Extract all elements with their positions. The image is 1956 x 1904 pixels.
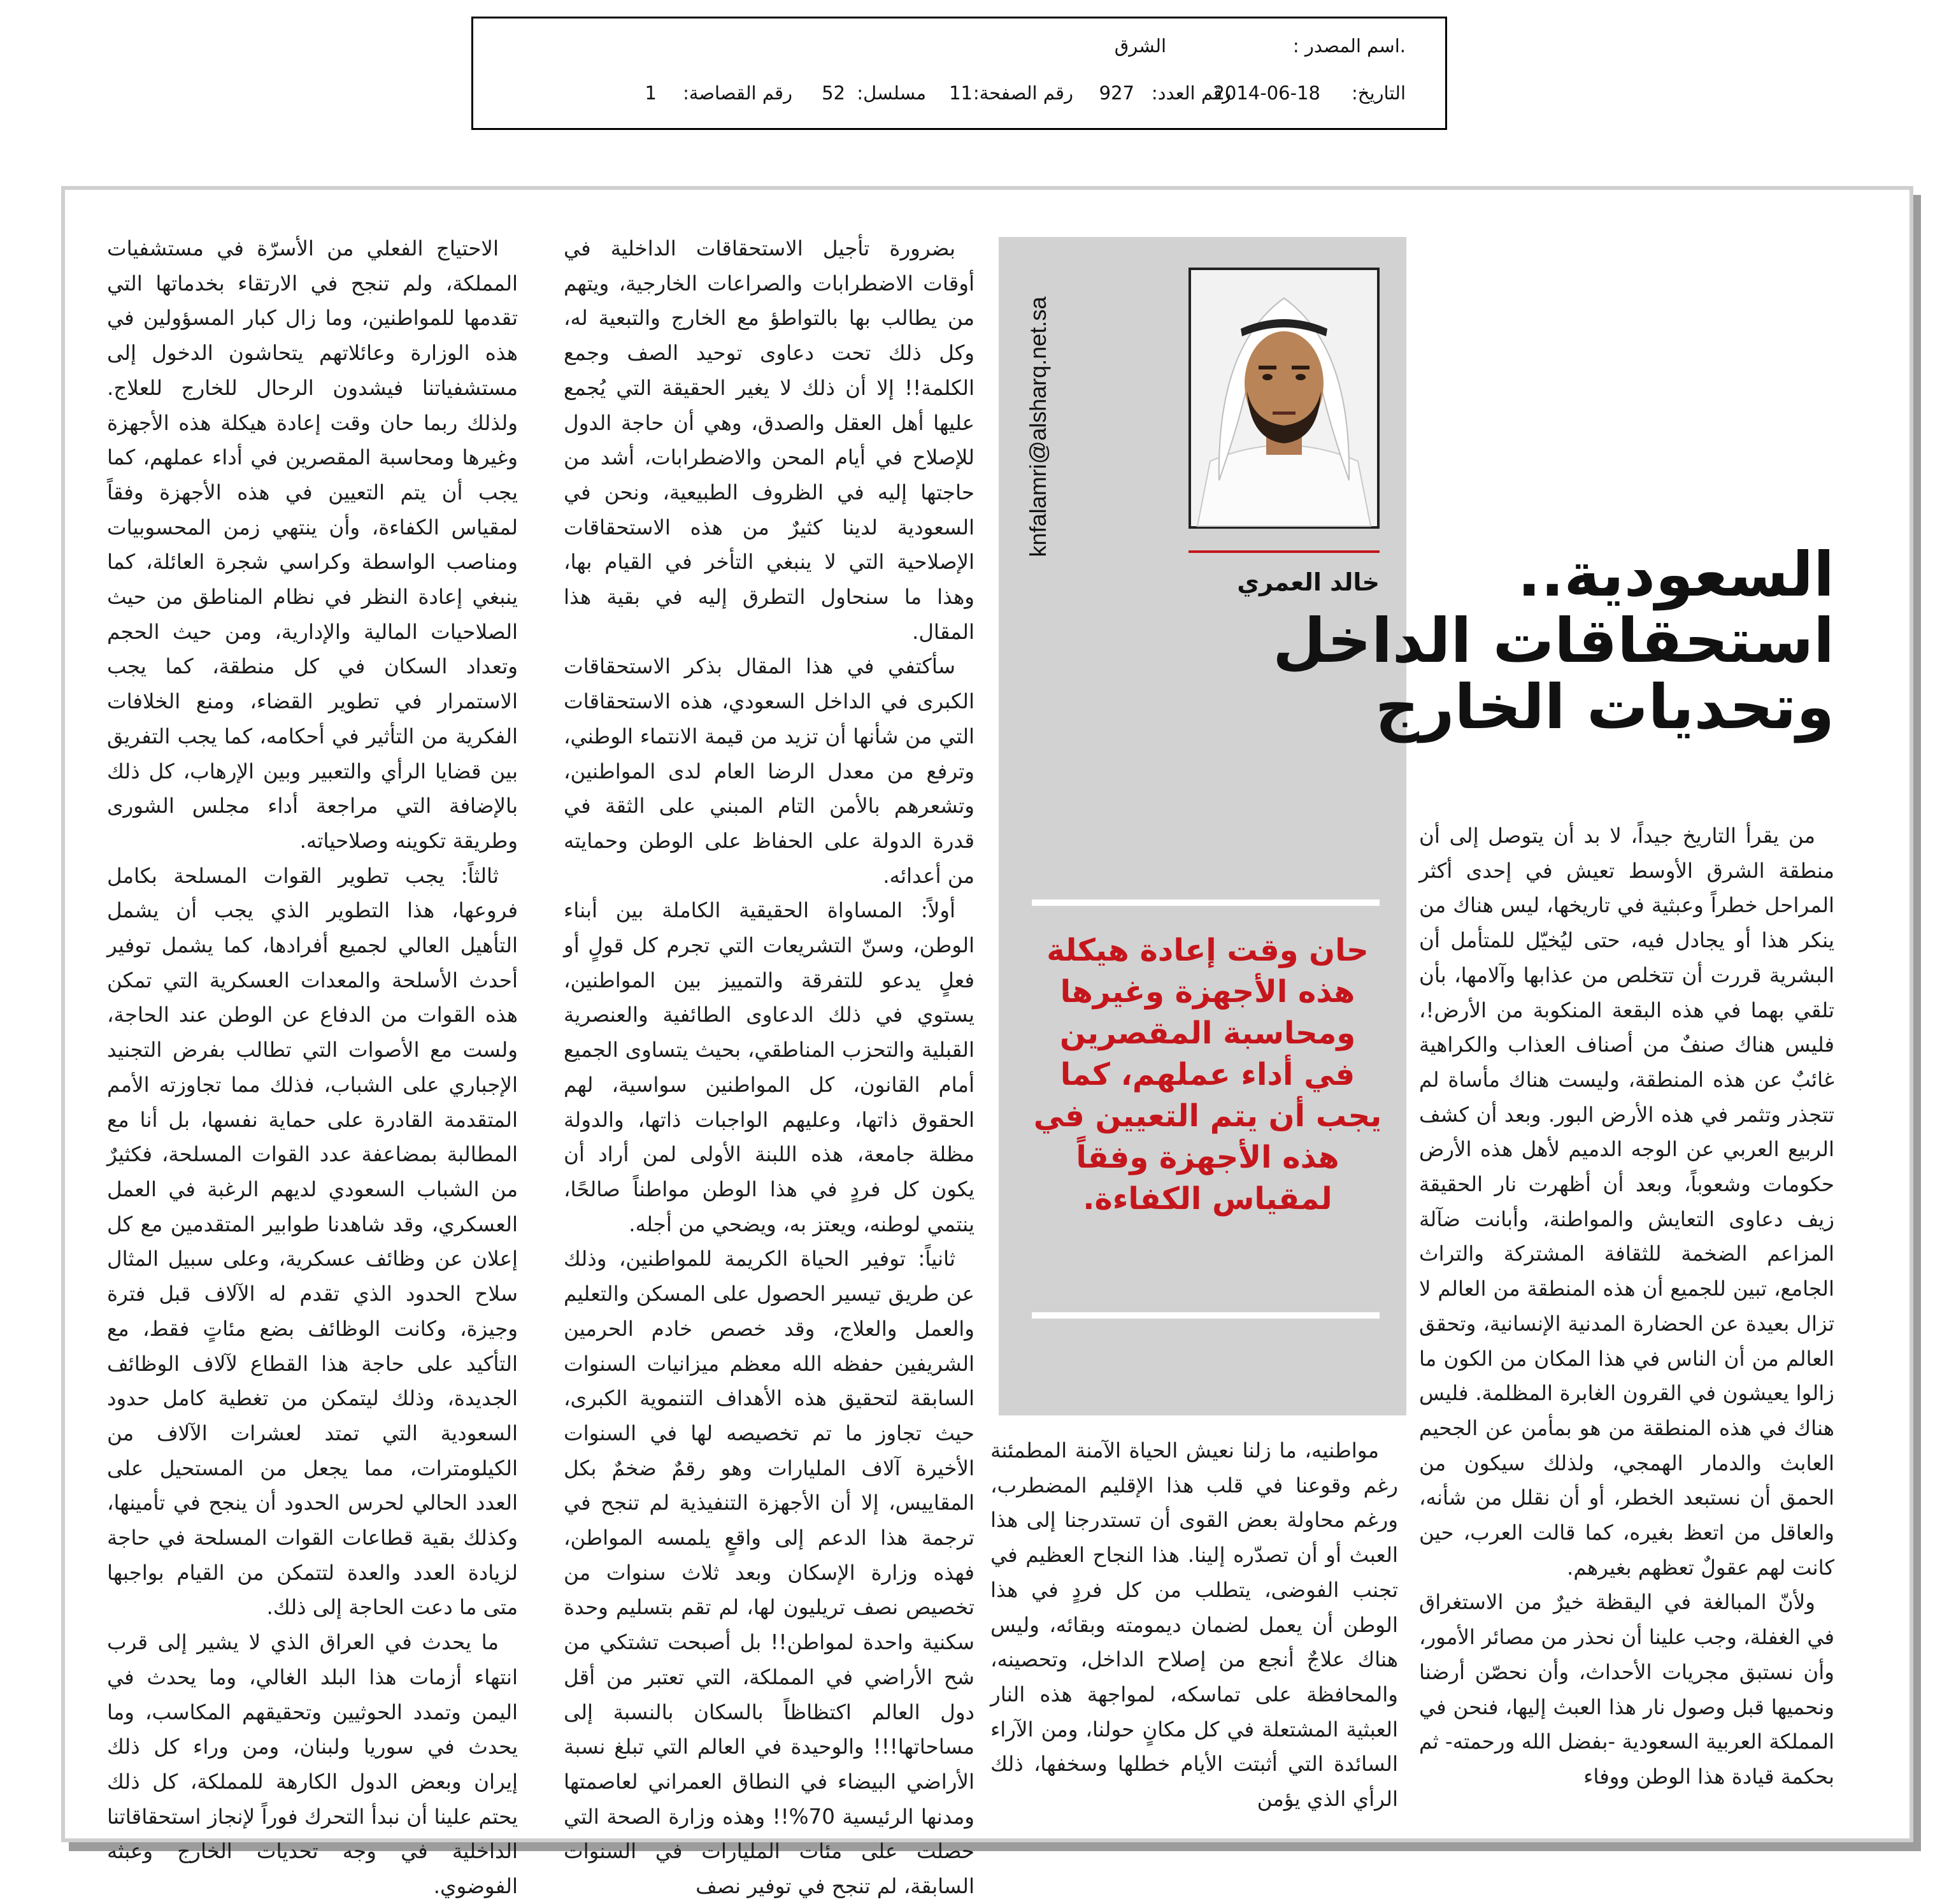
serial-label: مسلسل: <box>857 82 926 104</box>
date-value: 2014-06-18 <box>1213 82 1320 104</box>
article-column-4 <box>107 231 518 1899</box>
source-value: الشرق <box>1114 35 1166 57</box>
date-label: التاريخ: <box>1351 82 1406 104</box>
page-value: 11 <box>949 82 973 104</box>
headline-line-2: استحقاقات الداخل <box>1273 605 1834 676</box>
quote-top-rule <box>1032 899 1380 906</box>
clip-label: رقم القصاصة: <box>683 82 792 104</box>
pull-quote: حان وقت إعادة هيكلة هذه الأجهزة وغيرها ومحاسبة المقصرين في أداء عملهم، كما يجب أن يتم التعيين في هذه الأجهزة وفقاً لمقياس الكفاءة. <box>1033 933 1382 1217</box>
paragraph: مواطنيه، ما زلنا نعيش الحياة الآمنة المطمئنة رغم وقوعنا في قلب هذا الإقليم المضطرب، ورغم محاولة بعض القوى أن تستدرجنا إلى هذا العبث أو أن تصدّره إلينا. هذا النجاح العظيم في تجنب الفوضى، يتطلب من كل فردٍ في هذا الوطن أن يعمل لضمان ديمومته وبقائه، وليس هناك علاجٌ أنجع من إصلاح الداخل، وتحصينه، والمحافظة على تماسكه، لمواجهة هذه النار العبثية المشتعلة في كل مكانٍ حولنا، ومن الآراء السائدة التي أثبتت الأيام خطلها وسخفها، ذلك الرأي الذي يؤمن <box>990 1438 1398 1812</box>
paragraph: الاحتياج الفعلي من الأسرّة في مستشفيات المملكة، ولم تنجح في الارتقاء بخدماتها التي تقدمها للمواطنين، وما زال كبار المسؤولين في هذه الوزارة وعائلاتهم يتحاشون الدخول إلى مستشفياتنا فيشدون الرحال للخارج للعلاج. ولذلك ربما حان وقت إعادة هيكلة هذه الأجهزة وغيرها ومحاسبة المقصرين في أداء عملهم، كما يجب أن يتم التعيين في هذه الأجهزة وفقاً لمقياس الكفاءة، وأن ينتهي زمن المحسوبيات ومناصب الواسطة وكراسي شجرة العائلة، كما ينبغي إعادة النظر في نظام المناطق من حيث الصلاحيات المالية والإدارية، ومن حيث الحجم وتعداد السكان في كل منطقة، كما يجب الاستمرار في تطوير القضاء، ومنع الخلافات الفكرية من التأثير في أحكامه، كما يجب التفريق بين قضايا الرأي والتعبير وبين الإرهاب، كل ذلك بالإضافة التي مراجعة أداء مجلس الشورى وطريقة تكوينه وصلاحياته. <box>107 236 518 853</box>
source-row <box>473 35 1445 63</box>
author-name: خالد العمري <box>1237 568 1380 596</box>
author-portrait-icon <box>1191 270 1377 526</box>
paragraph: ثالثاً: يجب تطوير القوات المسلحة بكامل فروعها، هذا التطوير الذي يجب أن يشمل التأهيل العالي لجميع أفرادها، كما يشمل توفير أحدث الأسلحة والمعدات العسكرية التي تمكن هذه القوات من الدفاع عن الوطن عند الحاجة، ولست مع الأصوات التي تطالب بفرض التجنيد الإجباري على الشباب، فذلك مما تجاوزته الأمم المتقدمة القادرة على حماية نفسها، بل أنا مع المطالبة بمضاعفة عدد القوات المسلحة، فكثيرٌ من الشباب السعودي لديهم الرغبة في العمل العسكري، وقد شاهدنا طوابير المتقدمين مع كل إعلان عن وظائف عسكرية، وعلى سبيل المثال سلاح الحدود الذي تقدم له الآلاف قبل فترة وجيزة، وكانت الوظائف بضع مئاتٍ فقط، مع التأكيد على حاجة هذا القطاع لآلاف الوظائف الجديدة، وذلك ليتمكن من تغطية كامل حدود السعودية التي تمتد لعشرات الآلاف من الكيلومترات، مما يجعل من المستحيل على العدد الحالي لحرس الحدود أن ينجح في تأمينها، وكذلك بقية قطاعات القوات المسلحة في حاجة لزيادة العدد والعدة لتتمكن من القيام بواجبها متى ما دعت الحاجة إلى ذلك. <box>107 863 518 1620</box>
details-row <box>473 82 1445 110</box>
author-email[interactable]: knfalamri@alsharq.net.sa <box>1025 296 1051 557</box>
quote-bottom-rule <box>1032 1312 1380 1319</box>
article-column-2 <box>990 1433 1398 1812</box>
paragraph: سأكتفي في هذا المقال بذكر الاستحقاقات الكبرى في الداخل السعودي، هذه الاستحقاقات التي من شأنها أن تزيد من قيمة الانتماء الوطني، وترفع من معدل الرضا العام لدى المواطنين، وتشعرهم بالأمن التام المبني على الثقة في قدرة الدولة على الحفاظ على الوطن وحمايته من أعدائه. <box>564 654 974 888</box>
clip-value: 1 <box>645 82 657 104</box>
page-label: رقم الصفحة: <box>973 82 1073 104</box>
paragraph: ثانياً: توفير الحياة الكريمة للمواطنين، وذلك عن طريق تيسير الحصول على المسكن والتعليم والعمل والعلاج، وقد خصص خادم الحرمين الشريفين حفظه الله معظم ميزانيات السنوات السابقة لتحقيق هذه الأهداف التنموية الكبرى، حيث تجاوز ما تم تخصيصه لها في السنوات الأخيرة آلاف المليارات وهو رقمٌ ضخمٌ بكل المقاييس، إلا أن الأجهزة التنفيذية لم تنجح في ترجمة هذا الدعم إلى واقعٍ يلمسه المواطن، فهذه وزارة الإسكان وبعد ثلاث سنوات من تخصيص نصف تريليون لها، لم تقم بتسليم وحدة سكنية واحدة لمواطن!! بل أصبحت تشتكي من شح الأراضي في المملكة، التي تعتبر من أقل دول العالم اكتظاظاً بالسكان بالنسبة إلى مساحاتها!!! والوحيدة في العالم التي تبلغ نسبة الأراضي البيضاء في النطاق العمراني لعاصمتها ومدنها الرئيسية 70%!! وهذه وزارة الصحة التي حصلت على مئات المليارات في السنوات السابقة، لم تنجح في توفير نصف <box>564 1247 974 1899</box>
paragraph: من يقرأ التاريخ جيداً، لا بد أن يتوصل إلى أن منطقة الشرق الأوسط تعيش في إحدى أكثر المراحل خطراً وعبثية في تاريخها، ليس هناك من ينكر هذا أو يجادل فيه، حتى ليُخيّل للمتأمل أن البشرية قررت أن تتخلص من عذابها وآلامها، بأن تلقي بهما في هذه البقعة المنكوبة من الأرض!، فليس هناك صنفٌ من أصناف العذاب والكراهية غائبٌ عن هذه المنطقة، وليست هناك مأساة لم تتجذر وتثمر في هذه الأرض البور. وبعد أن كشف الربيع العربي عن الوجه الدميم لأهل هذه الأرض حكومات وشعوباً، وبعد أن أظهرت نار الحقيقة زيف دعاوى التعايش والمواطنة، وأبانت ضآلة المزاعم الضخمة للثقافة المشتركة والتراث الجامع، تبين للجميع أن هذه المنطقة من العالم لا تزال بعيدة عن الحضارة المدنية الإنسانية، وتحقق العالم من أن الناس في هذا المكان من الكون ما زالوا يعيشون في القرون الغابرة المظلمة. فليس هناك في هذه المنطقة من هو بمأمن عن الجحيم العابث والدمار الهمجي، ولذلك سيكون من الحمق أن نستبعد الخطر، أو أن نقلل من شأنه، والعاقل من اتعظ بغيره، كما قالت العرب، حين كانت لهم عقولٌ تعظهم بغيرهم. <box>1419 824 1834 1580</box>
author-photo <box>1189 268 1380 529</box>
author-red-rule <box>1189 550 1380 553</box>
issue-label: رقم العدد: <box>1151 82 1231 104</box>
author-email-block <box>1019 268 1057 586</box>
issue-value: 927 <box>1099 82 1134 104</box>
headline-line-3: وتحديات الخارج <box>1375 671 1834 743</box>
paragraph: بضرورة تأجيل الاستحقاقات الداخلية في أوقات الاضطرابات والصراعات الخارجية، ويتهم من يطالب بها بالتواطؤ مع الخارج والتبعية له، وكل ذلك تحت دعاوى توحيد الصف وجمع الكلمة!! إلا أن ذلك لا يغير الحقيقة التي يُجمع عليها أهل العقل والصدق، وهي أن حاجة الدول للإصلاح في أيام المحن والاضطرابات، أشد من حاجتها إليه في الظروف الطبيعية، ونحن في السعودية لدينا كثيرٌ من هذه الاستحقاقات الإصلاحية التي لا ينبغي التأخر في القيام بها، وهذا ما سنحاول التطرق إليه في بقية هذا المقال. <box>564 236 974 644</box>
paragraph: أولاً: المساواة الحقيقية الكاملة بين أبناء الوطن، وسنّ التشريعات التي تجرم كل قولٍ أو فعلٍ يدعو للتفرقة والتمييز بين المواطنين، يستوي في ذلك الدعاوى الطائفية والعنصرية القبلية والتحزب المناطقي، بحيث يتساوى الجميع أمام القانون، كل المواطنين سواسية، لهم الحقوق ذاتها، وعليهم الواجبات ذاتها، والدولة مظلة جامعة، هذه اللبنة الأولى لمن أراد أن يكون كل فردٍ في هذا الوطن مواطناً صالحًا، ينتمي لوطنه، ويعتز به، ويضحي من أجله. <box>564 898 974 1236</box>
serial-value: 52 <box>822 82 845 104</box>
paragraph: ولأنّ المبالغة في اليقظة خيرٌ من الاستغراق في الغفلة، وجب علينا أن نحذر من مصائر الأمور، وأن نستبق مجريات الأحداث، وأن نحصّن أرضنا ونحميها قبل وصول نار هذا العبث إليها، فنحن في المملكة العربية السعودية -بفضل الله ورحمته- ثم بحكمة قيادة هذا الوطن ووفاء <box>1419 1590 1834 1789</box>
article-column-1 <box>1419 819 1834 1809</box>
article-column-3 <box>564 231 974 1899</box>
clipping-metadata-box <box>471 17 1447 130</box>
headline-line-1: السعودية.. <box>1517 539 1834 610</box>
source-label: .اسم المصدر : <box>1292 35 1406 57</box>
paragraph: ما يحدث في العراق الذي لا يشير إلى قرب انتهاء أزمات هذا البلد الغالي، وما يحدث في اليمن وتمدد الحوثيين وتحقيقهم المكاسب، وما يحدث في سوريا ولبنان، ومن وراء كل ذلك إيران وبعض الدول الكارهة للمملكة، كل ذلك يحتم علينا أن نبدأ التحرك فوراً لإنجاز استحقاقاتنا الداخلية في وجه تحديات الخارج وعبثه الفوضوي. <box>107 1630 518 1899</box>
